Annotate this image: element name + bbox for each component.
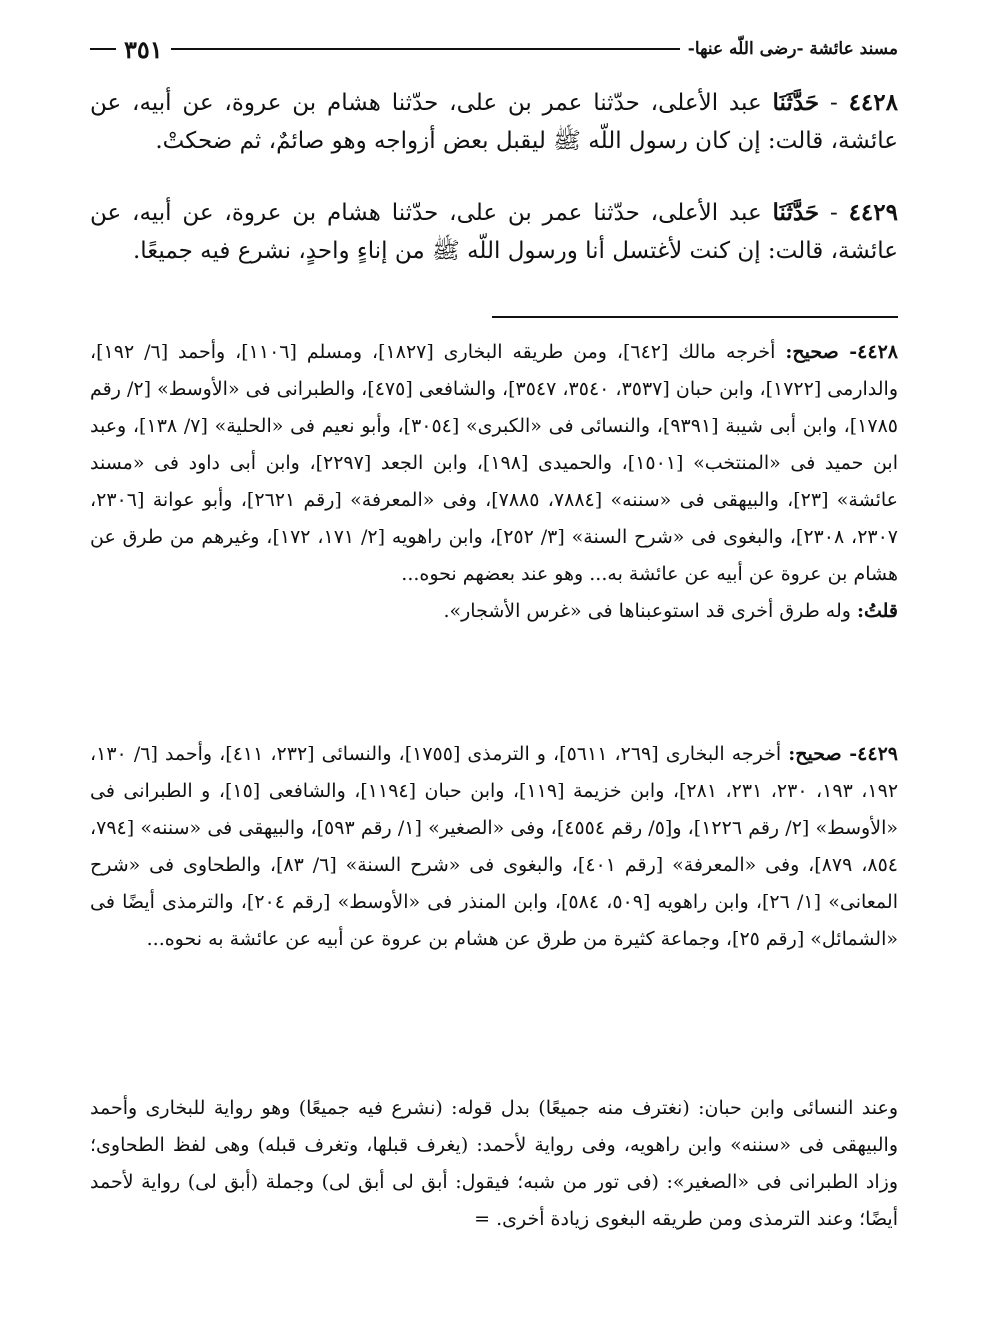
footnote-grade: صحيح: bbox=[785, 341, 839, 363]
footnote-note-label: قلتُ: bbox=[856, 600, 898, 622]
footnote-note-text: وله طرق أخرى قد استوعبناها فى «غرس الأشجار». bbox=[443, 600, 857, 622]
hadith-text: عبد الأعلى، حدّثنا عمر بن على، حدّثنا هشام بن عروة، عن أبيه، عن عائشة، قالت: إن كنت لأغتسل أنا ورسول اللّه ﷺ من إناءٍ واحدٍ، نشرع فيه جميعًا. bbox=[90, 200, 898, 264]
footnote-text: أخرجه البخارى [٢٦٩، ٥٦١١]، و الترمذى [١٧٥٥]، والنسائى [٢٣٢، ٤١١]، وأحمد [٦/ ١٣٠، ١٩٢، ١٩٣، ٢٣٠، ٢٣١، ٢٨١]، وابن خزيمة [١١٩]، وابن حبان [١١٩٤]، والشافعى [١٥]، و الطبرانى فى «الأوسط» [٢/ رقم ١٢٢٦]، و[٥/ رقم ٤٥٥٤]، وفى «الصغير» [١/ رقم ٥٩٣]، والبيهقى فى «سننه» [٧٩٤، ٨٥٤، ٨٧٩]، وفى «المعرفة» [رقم ٤٠١]، والبغوى فى «شرح السنة» [٦/ ٨٣]، والطحاوى فى «شرح المعانى» [١/ ٢٦]، وابن راهويه [٥٠٩، ٥٨٤]، وابن المنذر فى «الأوسط» [رقم ٢٠٤]، والترمذى أيضًا فى «الشمائل» [رقم ٢٥]، وجماعة كثيرة من طرق عن هشام بن عروة عن أبيه عن عائشة به نحوه... bbox=[90, 743, 899, 950]
page-number: ٣٥١ bbox=[124, 34, 163, 64]
hadith-lead: حَدَّثَنَا bbox=[772, 199, 820, 226]
footnote-4429 bbox=[90, 736, 898, 958]
hadith-text: عبد الأعلى، حدّثنا عمر بن على، حدّثنا هشام بن عروة، عن أبيه، عن عائشة، قالت: إن كان رسول اللّه ﷺ ليقبل بعض أزواجه وهو صائمٌ، ثم ضحكتْ. bbox=[90, 90, 898, 154]
header-rule bbox=[171, 48, 680, 50]
footnote-text: وعند النسائى وابن حبان: (نغترف منه جميعًا) بدل قوله: (نشرع فيه جميعًا) وهو رواية للبخارى وأحمد والبيهقى فى «سننه» وابن راهويه، وفى رواية لأحمد: (يغرف قبلها، وتغرف قبله) وهى لفظ الطحاوى؛ وزاد الطبرانى فى «الصغير»: (فى تور من شبه؛ فيقول: أبق لى أبق لى) وجملة (أبق لى) رواية لأحمد أيضًا؛ وعند الترمذى ومن طريقه البغوى زيادة أخرى. = bbox=[90, 1097, 898, 1230]
hadith-number: ٤٤٢٨ bbox=[848, 89, 898, 116]
hadith-4428 bbox=[90, 84, 898, 160]
hadith-4429 bbox=[90, 194, 898, 270]
footnote-4428 bbox=[90, 334, 898, 630]
running-header-title: مسند عائشة -رضى اللّه عنها- bbox=[687, 39, 898, 59]
header-rule-end bbox=[90, 48, 116, 50]
footnote-separator-dash: - bbox=[841, 743, 858, 765]
hadith-number: ٤٤٢٩ bbox=[848, 199, 898, 226]
hadith-lead: حَدَّثَنَا bbox=[772, 89, 820, 116]
hadith-separator: - bbox=[819, 200, 849, 226]
footnote-number: ٤٤٢٨ bbox=[857, 341, 898, 363]
book-page bbox=[90, 0, 898, 1339]
footnote-number: ٤٤٢٩ bbox=[857, 743, 898, 765]
footnote-continuation bbox=[90, 1090, 898, 1238]
running-header bbox=[90, 32, 898, 66]
hadith-separator: - bbox=[819, 90, 849, 116]
footnote-text: أخرجه مالك [٦٤٢]، ومن طريقه البخارى [١٨٢٧]، ومسلم [١١٠٦]، وأحمد [٦/ ١٩٢]، والدارمى [١٧٢٢]، وابن حبان [٣٥٣٧، ٣٥٤٠، ٣٥٤٧]، والشافعى [٤٧٥]، والطبرانى فى «الأوسط» [٢/ رقم ١٧٨٥]، وابن أبى شيبة [٩٣٩١]، والنسائى فى «الكبرى» [٣٠٥٤]، وأبو نعيم فى «الحلية» [٧/ ١٣٨]، وعبد ابن حميد فى «المنتخب» [١٥٠١]، والحميدى [١٩٨]، وابن الجعد [٢٢٩٧]، وابن أبى داود فى «مسند عائشة» [٢٣]، والبيهقى فى «سننه» [٧٨٨٤، ٧٨٨٥]، وفى «المعرفة» [رقم ٢٦٢١]، وأبو عوانة [٢٣٠٦، ٢٣٠٧، ٢٣٠٨]، والبغوى فى «شرح السنة» [٣/ ٢٥٢]، وابن راهويه [٢/ ١٧١، ١٧٢]، وغيرهم من طرق عن هشام بن عروة عن أبيه عن عائشة به... وهو عند بعضهم نحوه... bbox=[90, 341, 899, 585]
footnote-paragraph bbox=[90, 334, 898, 593]
footnote-separator bbox=[492, 316, 898, 318]
footnote-separator-dash: - bbox=[838, 341, 858, 363]
footnote-note bbox=[90, 593, 898, 630]
footnote-grade: صحيح: bbox=[788, 743, 842, 765]
